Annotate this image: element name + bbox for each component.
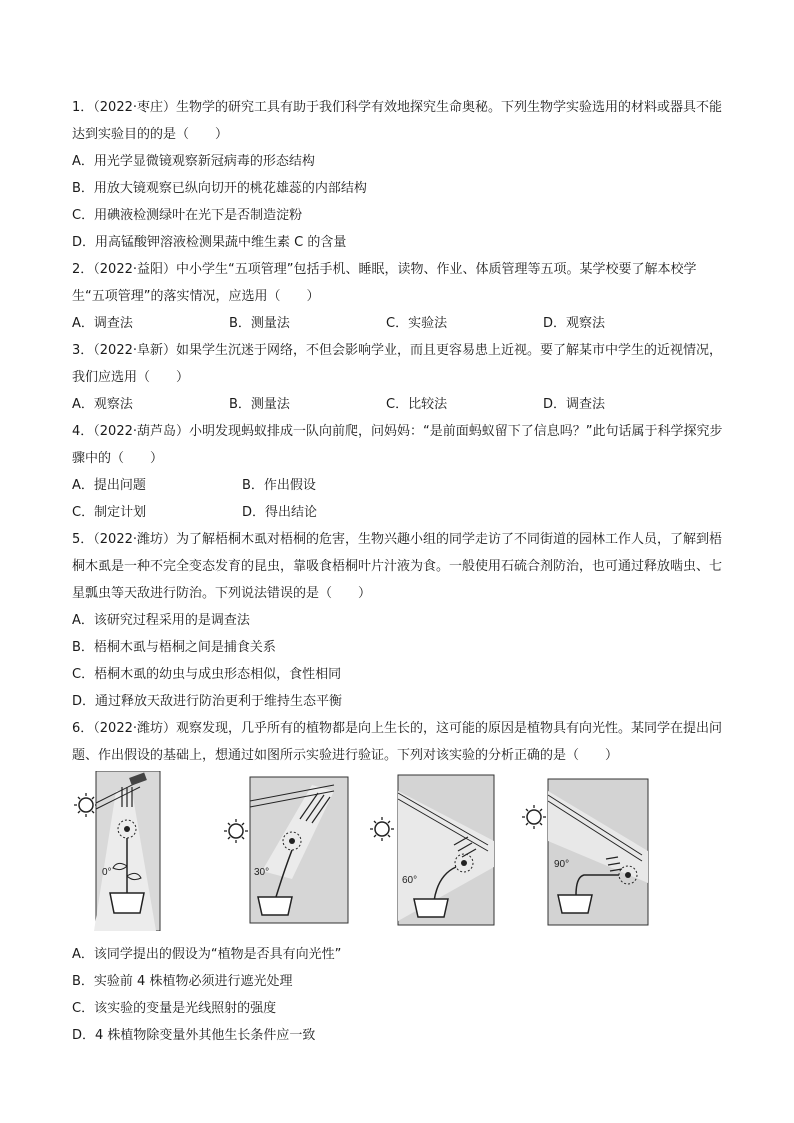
question-1-option-c: C．用碘液检测绿叶在光下是否制造淀粉	[72, 208, 303, 223]
question-2-options	[72, 310, 726, 337]
question-6	[72, 715, 726, 1049]
question-6-option-d: D．4 株植物除变量外其他生长条件应一致	[72, 1028, 316, 1043]
question-5-option-a: A．该研究过程采用的是调查法	[72, 613, 250, 628]
question-3-options	[72, 391, 726, 418]
question-4	[72, 418, 726, 526]
question-4-option-b: B．作出假设	[242, 478, 316, 493]
question-2-option-c: C．实验法	[386, 316, 448, 331]
question-2-option-a: A．调查法	[72, 316, 133, 331]
figure-panel-90	[512, 771, 662, 931]
question-1-option-b: B．用放大镜观察已纵向切开的桃花雄蕊的内部结构	[72, 181, 367, 196]
question-2-option-d: D．观察法	[543, 316, 606, 331]
question-4-stem: 4．（2022·葫芦岛）小明发现蚂蚁排成一队向前爬，问妈妈：“是前面蚂蚁留下了信息吗？”此句话属于科学探究步骤中的（ ）	[72, 424, 723, 466]
question-3	[72, 337, 726, 418]
question-3-stem: 3．（2022·阜新）如果学生沉迷于网络，不但会影响学业，而且更容易患上近视。要了解某市中学生的近视情况，我们应选用（ ）	[72, 343, 722, 385]
question-2-stem: 2．（2022·益阳）中小学生“五项管理”包括手机、睡眠，读物、作业、体质管理等五项。某学校要了解本校学生“五项管理”的落实情况，应选用（ ）	[72, 262, 697, 304]
question-6-stem: 6．（2022·潍坊）观察发现，几乎所有的植物都是向上生长的，这可能的原因是植物具有向光性。某同学在提出问题、作出假设的基础上，想通过如图所示实验进行验证。下列对该实验的分析正确的是（ ）	[72, 721, 722, 763]
question-1-option-d: D．用高锰酸钾溶液检测果蔬中维生素 C 的含量	[72, 235, 347, 250]
question-4-option-a: A．提出问题	[72, 478, 146, 493]
question-6-option-b: B．实验前 4 株植物必须进行遮光处理	[72, 974, 293, 989]
question-5	[72, 526, 726, 715]
question-3-option-c: C．比较法	[386, 397, 448, 412]
question-2	[72, 256, 726, 337]
question-4-options-row-1	[72, 472, 726, 499]
question-5-option-c: C．梧桐木虱的幼虫与成虫形态相似，食性相同	[72, 667, 342, 682]
figure-panel-0	[72, 771, 222, 931]
figure-panel-60	[368, 771, 508, 931]
question-5-stem: 5．（2022·潍坊）为了解梧桐木虱对梧桐的危害，生物兴趣小组的同学走访了不同街道的园林工作人员，了解到梧桐木虱是一种不完全变态发育的昆虫，靠吸食梧桐叶片汁液为食。一般使用石硫合剂防治，也可通过释放啮虫、七星瓢虫等天敌进行防治。下列说法错误的是（ ）	[72, 532, 723, 601]
question-4-option-c: C．制定计划	[72, 505, 147, 520]
question-6-option-a: A．该同学提出的假设为“植物是否具有向光性”	[72, 947, 342, 962]
angle-label-30: 30°	[254, 867, 270, 878]
question-1	[72, 94, 726, 256]
worksheet	[72, 94, 726, 1049]
angle-label-0: 0°	[102, 867, 112, 878]
sun-icon	[224, 819, 248, 843]
angle-label-90: 90°	[554, 859, 570, 870]
question-1-stem: 1．（2022·枣庄）生物学的研究工具有助于我们科学有效地探究生命奥秘。下列生物学实验选用的材料或器具不能达到实验目的的是（ ）	[72, 100, 722, 142]
angle-label-60: 60°	[402, 875, 418, 886]
phototropism-figure	[72, 771, 726, 939]
figure-panel-30	[222, 771, 362, 931]
question-6-option-c: C．该实验的变量是光线照射的强度	[72, 1001, 277, 1016]
question-3-option-b: B．测量法	[229, 397, 290, 412]
question-4-option-d: D．得出结论	[242, 505, 318, 520]
question-3-option-a: A．观察法	[72, 397, 133, 412]
sun-icon	[370, 817, 394, 841]
sun-icon	[522, 805, 546, 829]
sun-icon	[74, 793, 98, 817]
question-5-option-b: B．梧桐木虱与梧桐之间是捕食关系	[72, 640, 276, 655]
question-4-options-row-2	[72, 499, 726, 526]
question-1-option-a: A．用光学显微镜观察新冠病毒的形态结构	[72, 154, 315, 169]
question-2-option-b: B．测量法	[229, 316, 290, 331]
question-3-option-d: D．调查法	[543, 397, 606, 412]
question-5-option-d: D．通过释放天敌进行防治更利于维持生态平衡	[72, 694, 343, 709]
